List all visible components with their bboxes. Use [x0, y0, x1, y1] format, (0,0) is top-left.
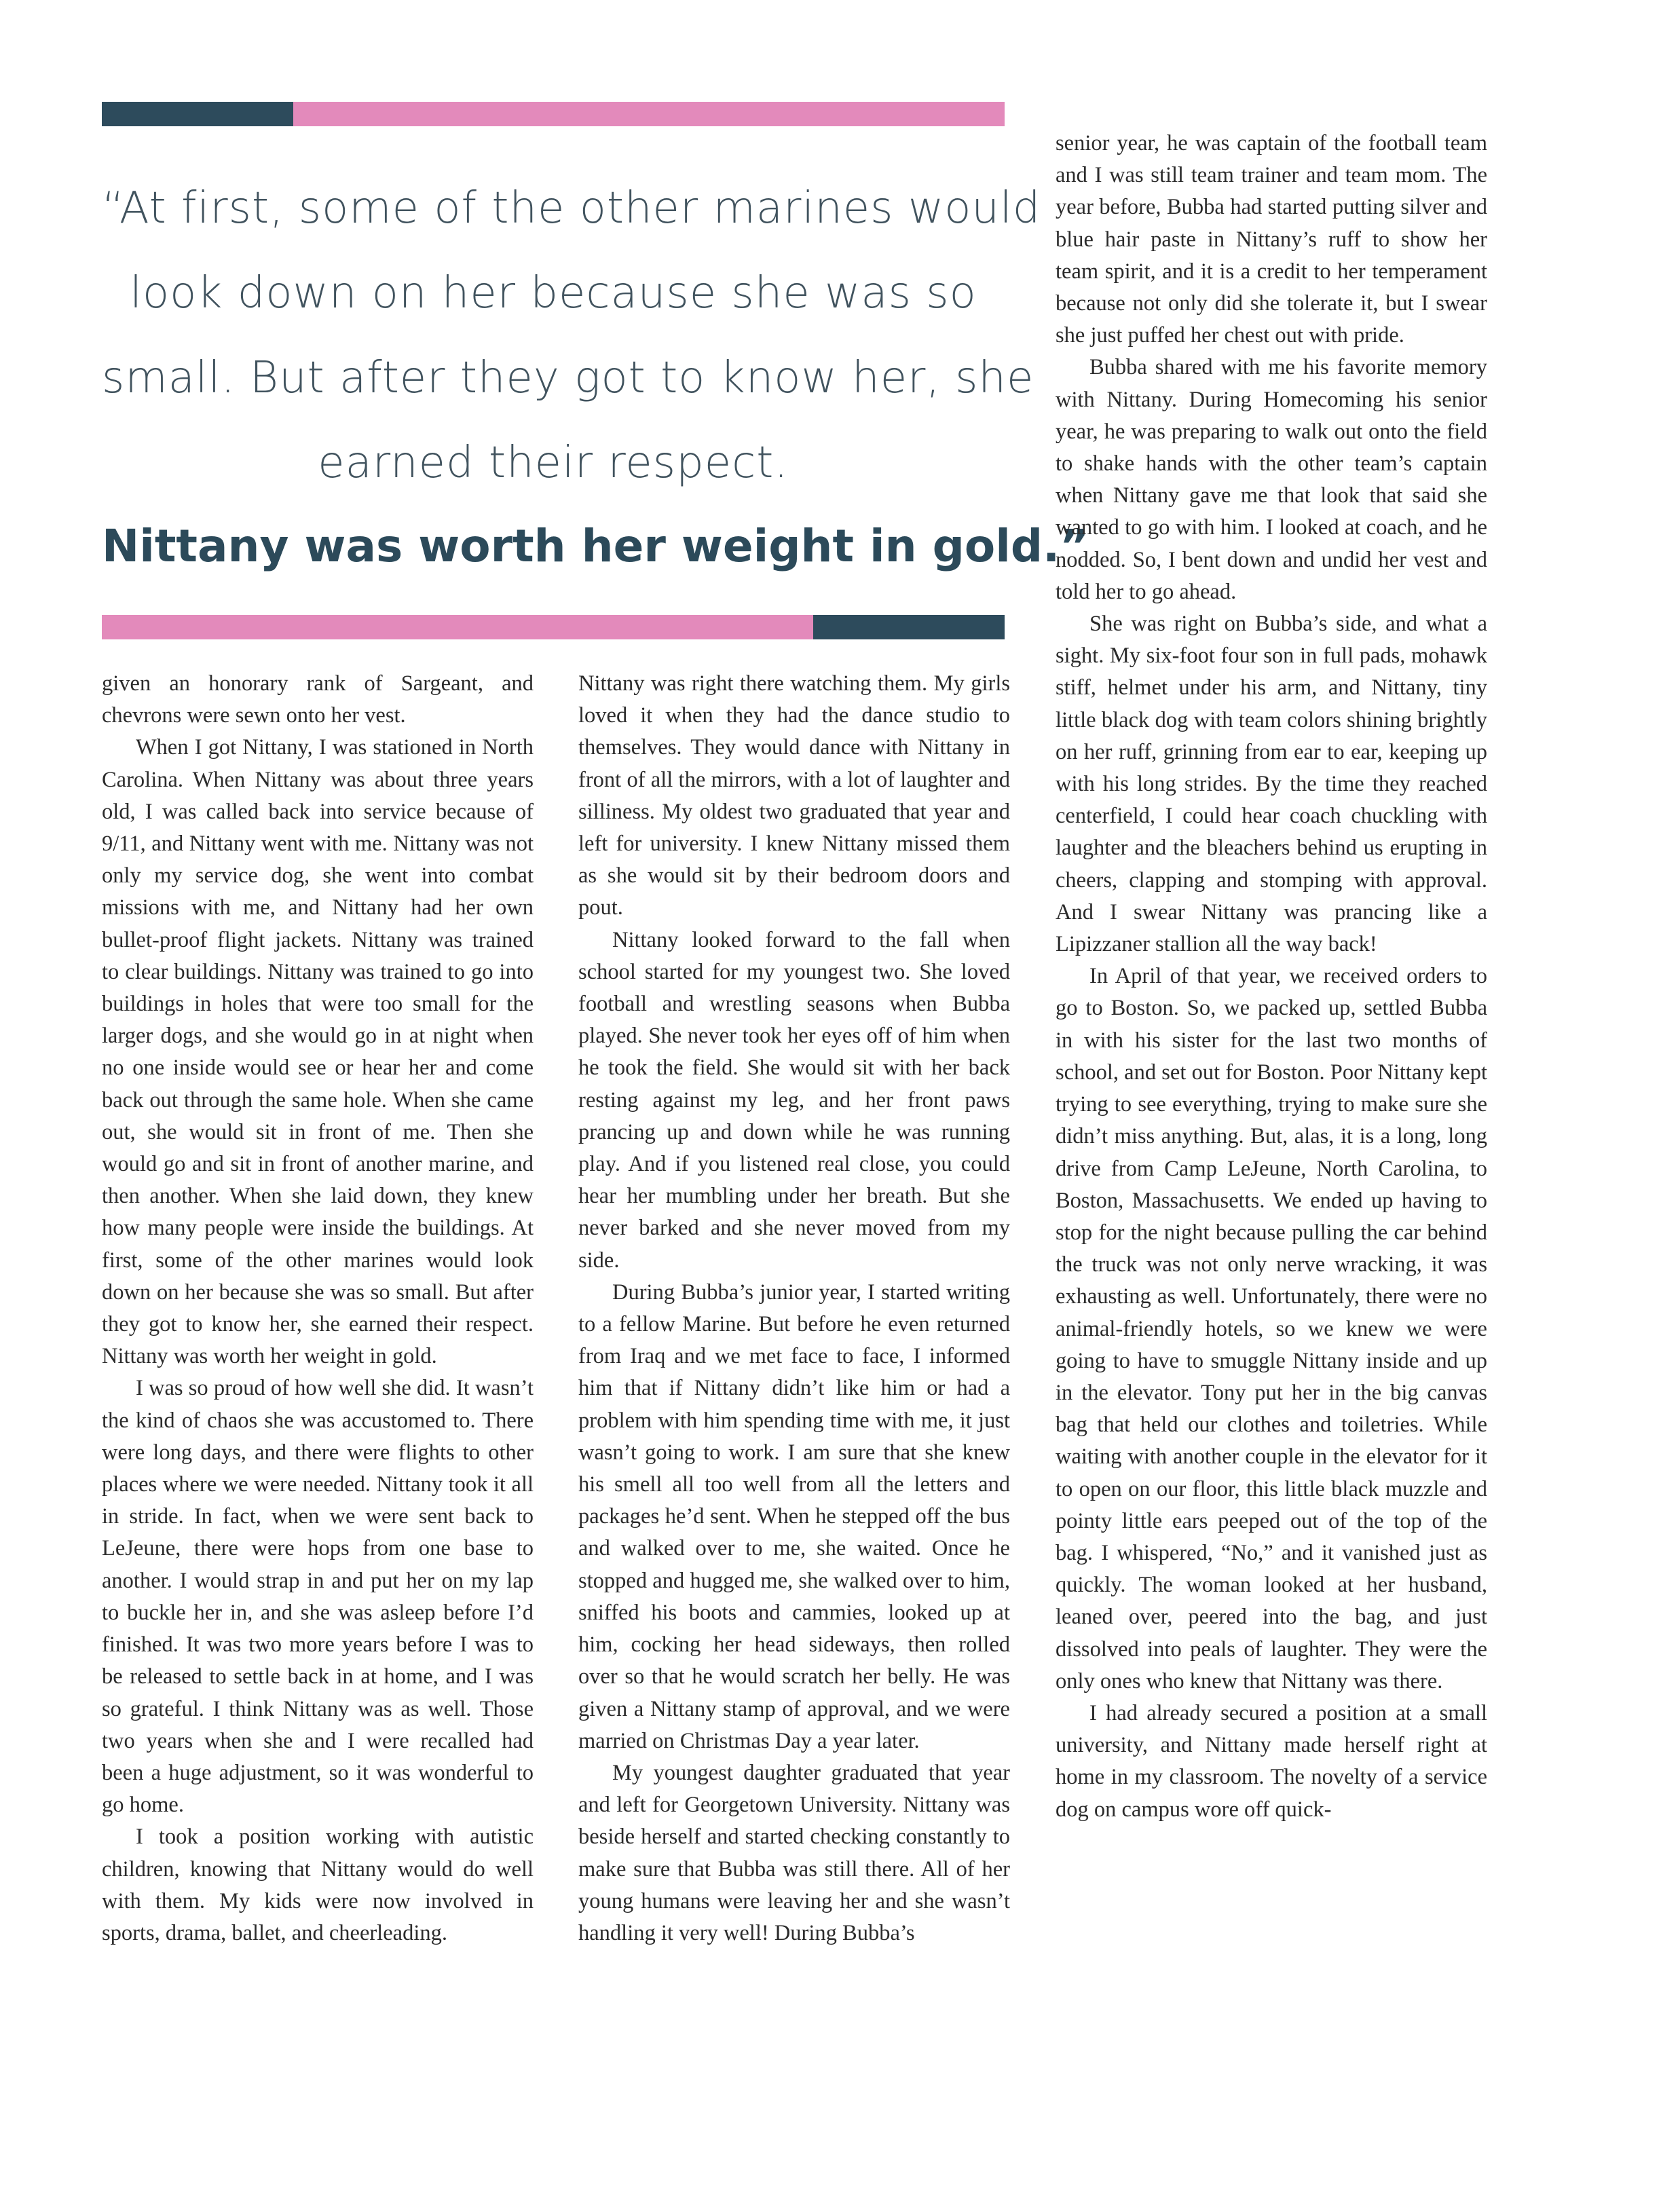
top-bar-pink	[293, 102, 1005, 126]
paragraph: Nittany looked forward to the fall when school started for my youngest two. She loved football and wrestling seasons when Bubba played. She never took her eyes off of him when he took the field. She would sit with her back resting against my leg, and her front paws prancing up and down while he was running play. And if you listened real close, you could hear her mumbling under her breath. But she never barked and she never moved from my side.	[578, 927, 1010, 1273]
pull-quote-line: small. But after they got to know her, she	[102, 353, 1034, 403]
bottom-bar-navy	[813, 615, 1005, 639]
paragraph: When I got Nittany, I was stationed in North Carolina. When Nittany was about three years old, I was called back into service because of 9/11, and Nittany went with me. Nittany was not only my service dog, she went into combat missions with me, and Nittany had her own bullet-proof flight jackets. Nittany was trained to clear buildings. Nittany was trained to go into buildings in holes that were too small for the larger dogs, and she would go in at night when no one inside would see or hear her and come back out through the same hole. When she came out, she would sit in front of me. Then she would go and sit in front of another marine, and then another. When she laid down, they knew how many people were inside the buildings. At first, some of the other marines would look down on her because she was so small. But after they got to know her, she earned their respect. Nittany was worth her weight in gold.	[102, 735, 534, 1369]
text-column-2	[578, 668, 1010, 1949]
paragraph: I had already secured a position at a small university, and Nittany made herself right at home in my classroom. The novelty of a service dog on campus wore off quick-	[1056, 1700, 1487, 1822]
paragraph: Nittany was right there watching them. My girls loved it when they had the dance studio to themselves. They would dance with Nittany in front of all the mirrors, with a lot of laughter and silliness. My oldest two graduated that year and left for university. I knew Nittany missed them as she would sit by their bedroom doors and pout.	[578, 671, 1010, 920]
pull-quote-line: look down on her because she was so	[130, 268, 977, 318]
text-column-3	[1056, 128, 1487, 1826]
paragraph: I took a position working with autistic children, knowing that Nittany would do well with them. My kids were now involved in sports, drama, ballet, and cheerleading.	[102, 1825, 534, 1945]
paragraph: My youngest daughter graduated that year and left for Georgetown University. Nittany was beside herself and started checking constantly to make sure that Bubba was still there. All of her young humans were leaving her and she wasn’t handling it very well! During Bubba’s	[578, 1760, 1010, 1945]
paragraph: In April of that year, we received orders to go to Boston. So, we packed up, settled Bubba in with his sister for the last two months of school, and set out for Boston. Poor Nittany kept trying to see everything, trying to make sure she didn’t miss anything. But, alas, it is a long, long drive from Camp LeJeune, North Carolina, to Boston, Massachusetts. We ended up having to stop for the night because pulling the car behind the truck was not only nerve wracking, it was exhausting as well. Unfortunately, there were no animal-friendly hotels, so we knew we were going to have to smuggle Nittany inside and up in the elevator. Tony put her in the big canvas bag that held our clothes and toiletries. While waiting with another couple in the elevator for it to open on our floor, this little black muzzle and pointy little ears peeped out of the top of the bag. I whispered, “No,” and it vanished just as quickly. The woman looked at her husband, leaned over, peered into the bag, and just dissolved into peals of laughter. They were the only ones who knew that Nittany was there.	[1056, 964, 1487, 1694]
pull-quote-line: “At first, some of the other marines would	[102, 183, 1041, 233]
paragraph: I was so proud of how well she did. It wasn’t the kind of chaos she was accustomed to. There were long days, and there were flights to other places where we were needed. Nittany took it all in stride. In fact, when we were sent back to LeJeune, there were hops from one base to another. I would strap in and put her on my lap to buckle her in, and she was asleep before I’d finished. It was two more years before I was to be released to settle back in at home, and I was so grateful. I think Nittany was as well. Those two years when she and I were recalled had been a huge adjustment, so it was wonderful to go home.	[102, 1376, 534, 1818]
text-column-1	[102, 668, 534, 1949]
bottom-bar-pink	[102, 615, 813, 639]
pull-quote-bold-line: Nittany was worth her weight in gold.”	[102, 520, 1089, 572]
paragraph: She was right on Bubba’s side, and what a sight. My six-foot four son in full pads, mohawk stiff, helmet under his arm, and Nittany, tiny little black dog with team colors shining brightly on her ruff, grinning from ear to ear, keeping up with his long strides. By the time they reached centerfield, I could hear coach chuckling with laughter and the bleachers behind us erupting in cheers, clapping and stomping with approval. And I swear Nittany was prancing like a Lipizzaner stallion all the way back!	[1056, 612, 1487, 957]
paragraph: Bubba shared with me his favorite memory with Nittany. During Homecoming his senior year, he was preparing to walk out onto the field to shake hands with the other team’s captain when Nittany gave me that look that said she wanted to go with him. I looked at coach, and he nodded. So, I bent down and undid her vest and told her to go ahead.	[1056, 355, 1487, 604]
pull-quote	[102, 166, 1089, 587]
paragraph: senior year, he was captain of the football team and I was still team trainer and team mom. The year before, Bubba had started putting silver and blue hair paste in Nittany’s ruff to show her team spirit, and it is a credit to her temperament because not only did she tolerate it, but I swear she just puffed her chest out with pride.	[1056, 131, 1487, 348]
pull-quote-line: earned their respect.	[318, 438, 789, 488]
paragraph: During Bubba’s junior year, I started writing to a fellow Marine. But before he even returned from Iraq and we met face to face, I informed him that if Nittany didn’t like him or had a problem with him spending time with me, it just wasn’t going to work. I am sure that she knew his smell all too well from all the letters and packages he’d sent. When he stepped off the bus and walked over to me, she waited. Once he stopped and hugged me, she walked over to him, sniffed his boots and cammies, looked up at him, cocking her head sideways, then rolled over so that he would scratch her belly. He was given a Nittany stamp of approval, and we were married on Christmas Day a year later.	[578, 1279, 1010, 1753]
paragraph: given an honorary rank of Sargeant, and chevrons were sewn onto her vest.	[102, 671, 534, 728]
top-bar-navy	[102, 102, 293, 126]
